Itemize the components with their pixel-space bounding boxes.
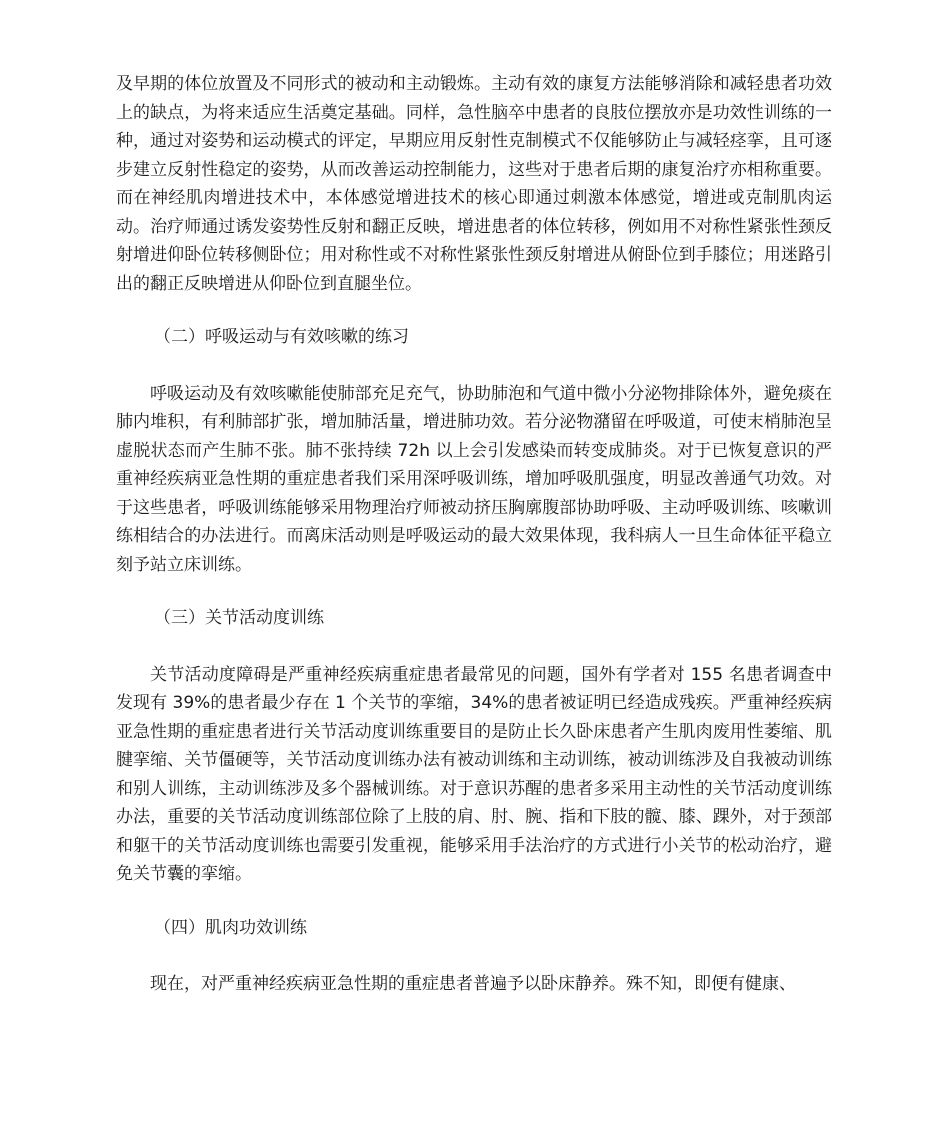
paragraph-body-2: 呼吸运动及有效咳嗽能使肺部充足充气，协助肺泡和气道中微小分泌物排除体外，避免痰在肺内堆积，有利肺部扩张，增加肺活量，增进肺功效。若分泌物潴留在呼吸道，可使末梢肺泡呈虚脱状态而产生肺不张。肺不张持续 72h 以上会引发感染而转变成肺炎。对于已恢复意识的严重神经疾病亚急性期的重症患者我们采用深呼吸训练，增加呼吸肌强度，明显改善通气功效。对于这些患者，呼吸训练能够采用物理治疗师被动挤压胸廓腹部协助呼吸、主动呼吸训练、咳嗽训练相结合的办法进行。而离床活动则是呼吸运动的最大效果体现，我科病人一旦生命体征平稳立刻予站立床训练。: [116, 383, 832, 575]
spacer: [116, 579, 832, 604]
spacer: [116, 352, 832, 380]
paragraph-body-1: 及早期的体位放置及不同形式的被动和主动锻炼。主动有效的康复方法能够消除和减轻患者功效上的缺点，为将来适应生活奠定基础。同样，急性脑卒中患者的良肢位摆放亦是功效性训练的一种，通过对姿势和运动模式的评定，早期应用反射性克制模式不仅能够防止与减轻痉挛，且可逐步建立反射性稳定的姿势，从而改善运动控制能力，这些对于患者后期的康复治疗亦相称重要。而在神经肌肉增进技术中，本体感觉增进技术的核心即通过刺激本体感觉，增进或克制肌肉运动。治疗师通过诱发姿势性反射和翻正反映，增进患者的体位转移，例如用不对称性紧张性颈反射增进仰卧位转移侧卧位；用对称性或不对称性紧张性颈反射增进从俯卧位到手膝位；用迷路引出的翻正反映增进从仰卧位到直腿坐位。: [116, 74, 832, 294]
section-heading-3: （三）关节活动度训练: [154, 608, 324, 628]
spacer: [116, 633, 832, 661]
section-heading-2: （二）呼吸运动与有效咳嗽的练习: [154, 327, 409, 347]
spacer: [116, 889, 832, 914]
spacer: [116, 298, 832, 323]
spacer: [116, 942, 832, 970]
paragraph-body-4: 现在，对严重神经疾病亚急性期的重症患者普遍予以卧床静养。殊不知，即便有健康、: [150, 974, 796, 994]
paragraph-body-3: 关节活动度障碍是严重神经疾病重症患者最常见的问题，国外有学者对 155 名患者调查中发现有 39%的患者最少存在 1 个关节的挛缩，34%的患者被证明已经造成残疾。严重神经疾病亚急性期的重症患者进行关节活动度训练重要目的是防止长久卧床患者产生肌肉废用性萎缩、肌腱挛缩、关节僵硬等，关节活动度训练办法有被动训练和主动训练，被动训练涉及自我被动训练和别人训练，主动训练涉及多个器械训练。对于意识苏醒的患者多采用主动性的关节活动度训练办法，重要的关节活动度训练部位除了上肢的肩、肘、腕、指和下肢的髋、膝、踝外，对于颈部和躯干的关节活动度训练也需要引发重视，能够采用手法治疗的方式进行小关节的松动治疗，避免关节囊的挛缩。: [116, 664, 832, 884]
section-heading-4: （四）肌肉功效训练: [154, 917, 307, 938]
